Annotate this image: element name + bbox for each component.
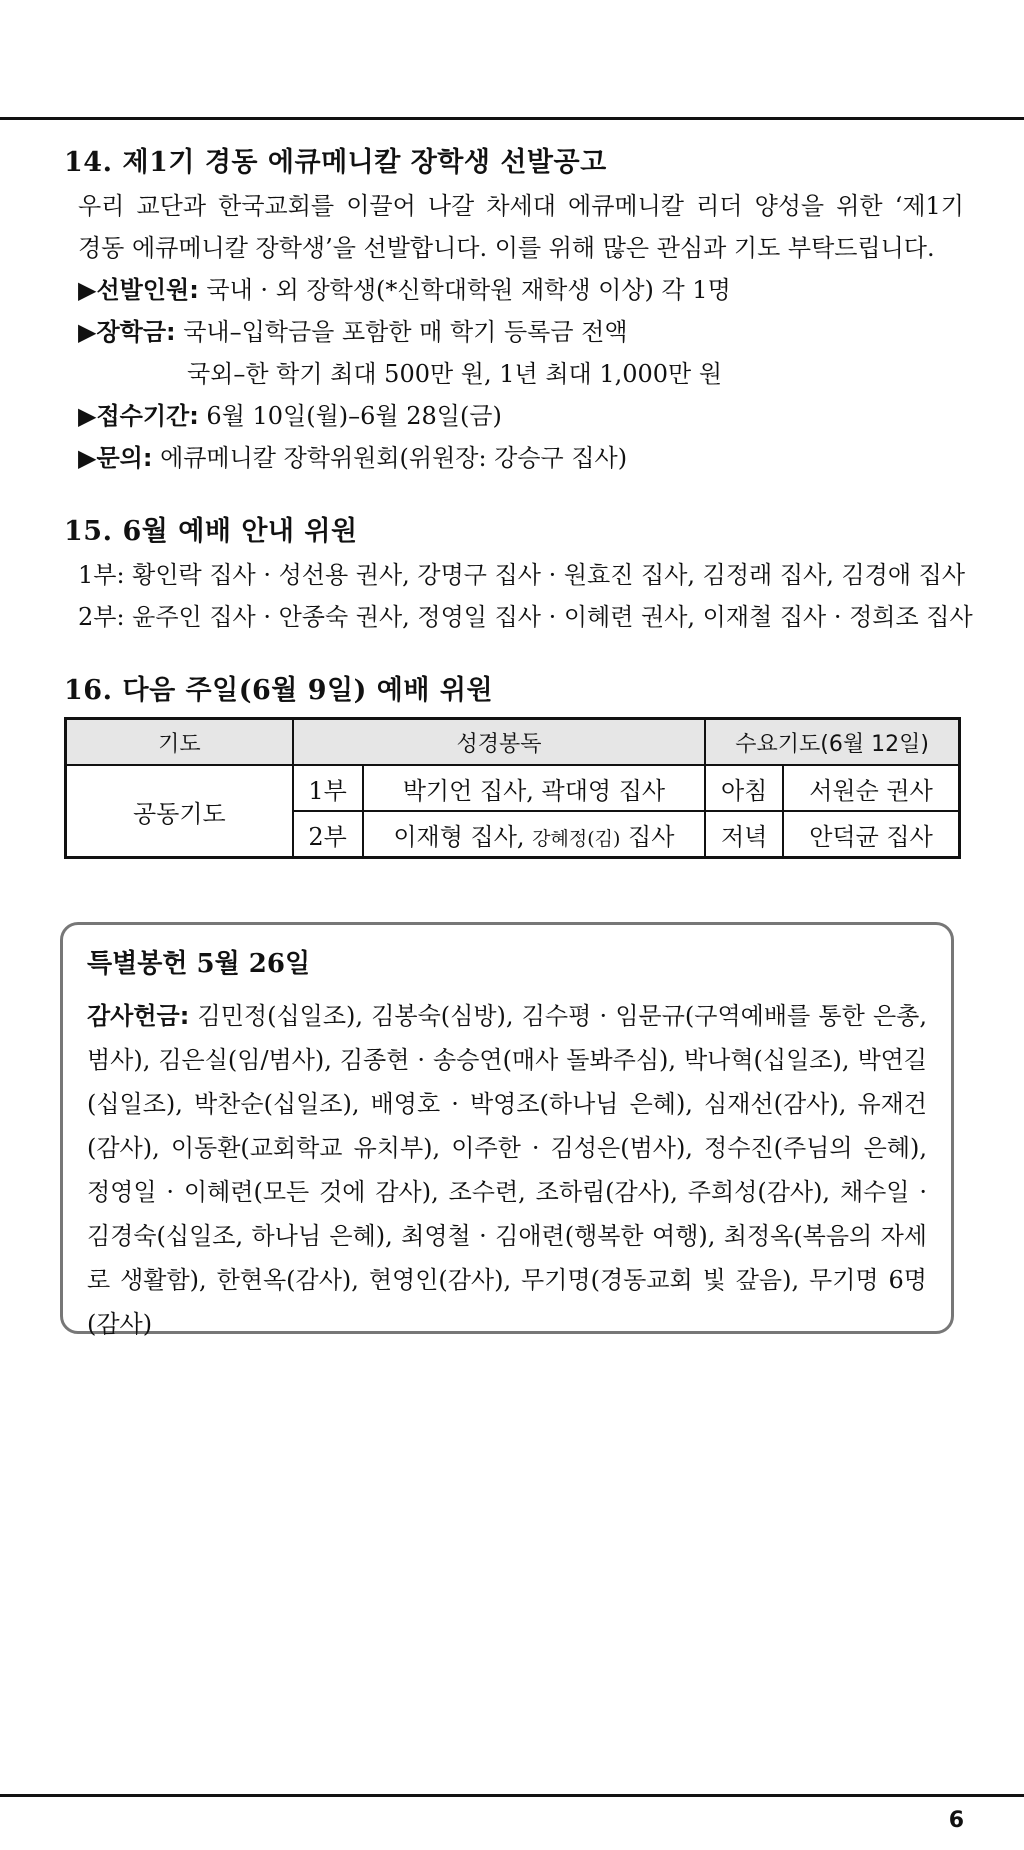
section-14 — [64, 140, 964, 479]
section-16 — [64, 668, 964, 859]
item-application-period — [64, 395, 964, 437]
bottom-rule — [0, 1794, 1024, 1797]
item-text: 국내–입학금을 포함한 매 학기 등록금 전액 — [175, 318, 628, 346]
item-scholarship — [64, 311, 964, 353]
offering-label: 감사헌금: — [87, 1002, 190, 1030]
header-prayer: 기도 — [66, 719, 293, 766]
header-scripture: 성경봉독 — [293, 719, 706, 766]
page-number: 6 — [948, 1808, 964, 1833]
cell-wednesday-leader: 안덕균 집사 — [783, 811, 959, 858]
section-15-title — [64, 509, 964, 548]
section-14-title-text: 제1기 경동 에큐메니칼 장학생 선발공고 — [122, 147, 607, 178]
item-inquiry — [64, 437, 964, 479]
section-14-title — [64, 140, 964, 179]
usher-line-second-service: 2부: 윤주인 집사 · 안종숙 권사, 정영일 집사 · 이혜련 권사, 이재철 집사 · 정희조 집사 — [78, 603, 973, 631]
cell-time: 아침 — [705, 765, 783, 811]
cell-prayer: 공동기도 — [66, 765, 293, 858]
special-offering-body — [87, 994, 927, 1346]
table-row — [66, 765, 960, 811]
cell-wednesday-leader: 서원순 권사 — [783, 765, 959, 811]
worship-committee-table — [64, 717, 961, 859]
cell-readers: 박기언 집사, 곽대영 집사 — [363, 765, 706, 811]
section-16-number: 16. — [64, 675, 113, 706]
section-16-title — [64, 668, 964, 707]
reader-suffix: 집사 — [620, 822, 675, 851]
top-rule — [0, 117, 1024, 120]
special-offering-box — [60, 922, 954, 1338]
item-scholarship-overseas — [64, 353, 964, 395]
item-label: ▶접수기간: — [78, 402, 199, 430]
item-text: 국외–한 학기 최대 500만 원, 1년 최대 1,000만 원 — [187, 360, 723, 388]
item-text: 6월 10일(월)–6월 28일(금) — [198, 402, 502, 430]
section-15-number: 15. — [64, 516, 113, 547]
item-recruit-count — [64, 269, 964, 311]
header-wednesday-prayer: 수요기도(6월 12일) — [705, 719, 959, 766]
section-16-title-text: 다음 주일(6월 9일) 예배 위원 — [122, 675, 494, 706]
item-label: ▶선발인원: — [78, 276, 199, 304]
cell-part: 1부 — [293, 765, 363, 811]
usher-line-first-service: 1부: 황인락 집사 · 성선용 권사, 강명구 집사 · 원효진 집사, 김정래 집사, 김경애 집사 — [78, 561, 966, 589]
item-label: ▶문의: — [78, 444, 153, 472]
section-14-body-line-2: 경동 에큐메니칼 장학생’을 선발합니다. 이를 위해 많은 관심과 기도 부탁드립니다. — [78, 234, 935, 262]
item-text: 에큐메니칼 장학위원회(위원장: 강승구 집사) — [152, 444, 628, 472]
item-text: 국내 · 외 장학생(*신학대학원 재학생 이상) 각 1명 — [198, 276, 731, 304]
cell-part: 2부 — [293, 811, 363, 858]
offering-text: 김민정(십일조), 김봉숙(심방), 김수평 · 임문규(구역예배를 통한 은총, 범사), 김은실(임/범사), 김종현 · 송승연(매사 돌봐주심), 박나혁(십일조), 박연길(십일조), 박찬순(십일조), 배영호 · 박영조(하나님 은혜), 심재선(감사), 유재건(감사), 이동환(교회학교 유치부), 이주한 · 김성은(범사), 정수진(주님의 은혜), 정영일 · 이혜련(모든 것에 감사), 조수련, 조하림(감사), 주희성(감사), 채수일 · 김경숙(십일조, 하나님 은혜), 최영철 · 김애련(행복한 여행), 최정옥(복음의 자세로 생활함), 한현옥(감사), 현영인(감사), 무기명(경동교회 빛 갚음), 무기명 6명(감사) — [87, 1002, 927, 1338]
section-15-title-text: 6월 예배 안내 위원 — [122, 516, 358, 547]
cell-time: 저녁 — [705, 811, 783, 858]
reader-name-small: 강혜정(김) — [532, 827, 621, 850]
item-label: ▶장학금: — [78, 318, 176, 346]
section-14-number: 14. — [64, 147, 113, 178]
special-offering-title: 특별봉헌 5월 26일 — [87, 949, 311, 979]
section-14-body-line-1: 우리 교단과 한국교회를 이끌어 나갈 차세대 에큐메니칼 리더 양성을 위한 ‘제1기 — [78, 192, 964, 220]
bulletin-content — [64, 140, 973, 859]
section-15 — [64, 509, 973, 638]
cell-readers — [363, 811, 706, 858]
table-header-row — [66, 719, 960, 766]
reader-name: 이재형 집사, — [393, 822, 533, 851]
